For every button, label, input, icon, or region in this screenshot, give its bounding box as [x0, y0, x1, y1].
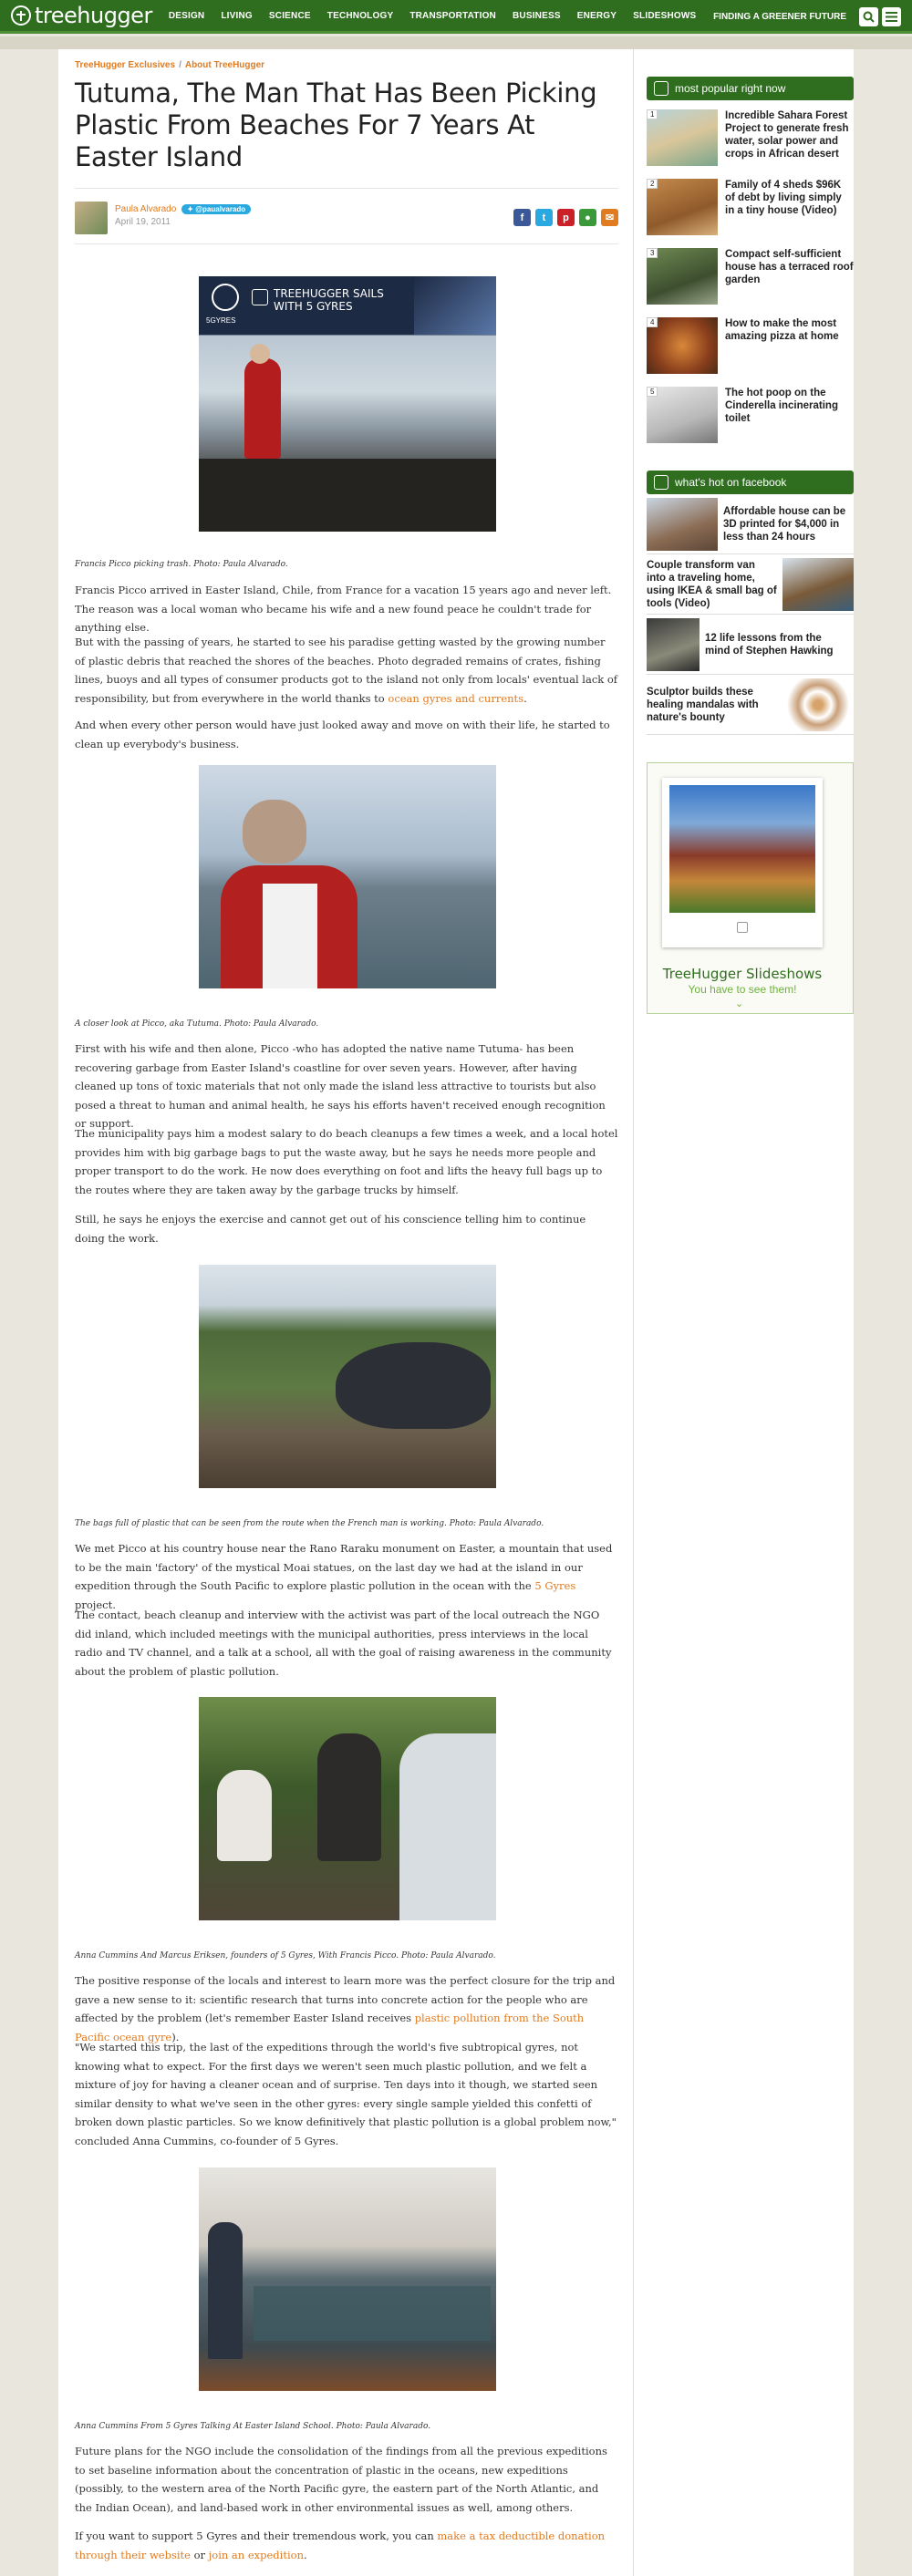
popular-thumb: 3 [647, 248, 718, 305]
breadcrumb-link-about[interactable]: About TreeHugger [184, 60, 265, 70]
nav-item-energy[interactable]: ENERGY [576, 10, 617, 21]
paragraph-10: "We started this trip, the last of the expeditions through the world's five subtropical gyres, not knowing what to expect. For the first days we weren't seen much plastic pollution, and we felt a mixture of joy for having a cleaner ocean and of surprise. Ten days into it though, we started seen similar density to what we've seen in the other gyres: every single sample yielded this confetti of broken down plastic particles. So we know definitively that plastic pollution is a global problem now," concluded Anna Cummins, co-founder of 5 Gyres. [75, 2041, 617, 2147]
facebook-item[interactable] [647, 675, 854, 735]
pinterest-share-button[interactable] [557, 209, 575, 226]
5gyres-banner [199, 276, 496, 335]
paragraph-6: Still, he says he enjoys the exercise and cannot get out of his conscience telling him to continue doing the work. [75, 1213, 586, 1245]
byline [75, 188, 618, 244]
nav-item-business[interactable]: BUSINESS [512, 10, 561, 21]
popular-thumb: 4 [647, 317, 718, 374]
article-title: Tutuma, The Man That Has Been Picking Plastic From Beaches For 7 Years At Easter Island [75, 78, 597, 172]
paragraph-7: We met Picco at his country house near the Rano Raraku monument on Easter, a mountain that used to be the main 'factory' of the mystical Moai statues, on the last day we had at the island in our expedition through the South Pacific to explore plastic pollution in the ocean with the 5 Gyres project. [75, 1542, 613, 1611]
nav-item-slideshows[interactable]: SLIDESHOWS [633, 10, 697, 21]
publish-date: April 19, 2011 [115, 217, 171, 227]
author-avatar[interactable] [75, 202, 108, 234]
banner-text [274, 287, 384, 313]
chat-icon: ● [585, 212, 591, 223]
nav-item-technology[interactable]: TECHNOLOGY [326, 10, 394, 21]
popular-title-3: Compact self-sufficient house has a terraced roof garden [725, 249, 854, 285]
slideshows-title: TreeHugger Slideshows [662, 966, 823, 982]
banner-line2: WITH 5 GYRES [274, 300, 353, 313]
twitter-icon: t [542, 212, 546, 223]
facebook-item[interactable] [647, 554, 854, 615]
email-icon: ✉ [605, 212, 615, 223]
paragraph-8: The contact, beach cleanup and interview with the activist was part of the local outreach the NGO did inland, which included meetings with the municipal authorities, press interviews in the local radio and TV channel, and a talk at a school, all with the goal of raising awareness in the community about the problem of plastic pollution. [75, 1609, 612, 1678]
paragraph-2: But with the passing of years, he started to see his paradise getting wasted by the growing number of plastic debris that reached the shores of the beaches. Photo degraded remains of crates, fishing lines, buoys and all types of consumer products got to the island not only from locals' eventual lack of responsibility, but from everywhere in the world thanks to ocean gyres and currents. [75, 636, 618, 705]
photo-school-talk [199, 2167, 496, 2391]
article [75, 49, 618, 2561]
caption-3: The bags full of plastic that can be seen from the route when the French man is working. Photo: Paula Alvarado. [75, 1519, 544, 1528]
slideshows-subtitle: You have to see them! [688, 983, 797, 996]
subnav-strip [0, 36, 912, 49]
facebook-thumb [647, 498, 718, 551]
popular-thumb: 2 [647, 179, 718, 235]
link-ocean-gyres[interactable]: ocean gyres and currents [388, 691, 524, 705]
chevron-down-icon: ⌄ [735, 998, 744, 1009]
popular-item[interactable] [647, 109, 854, 170]
facebook-title-2: Couple transform van into a traveling home, using IKEA & small bag of tools (Video) [647, 559, 777, 609]
hamburger-icon [886, 12, 897, 22]
message-share-button[interactable] [579, 209, 596, 226]
caption-2: A closer look at Picco, aka Tutuma. Photo: Paula Alvarado. [75, 1019, 319, 1029]
photo-picco-picking-trash [199, 276, 496, 532]
banner-org: 5GYRES [206, 316, 236, 325]
facebook-icon: f [520, 212, 524, 223]
facebook-thumb [647, 618, 700, 671]
caption-5: Anna Cummins From 5 Gyres Talking At Easter Island School. Photo: Paula Alvarado. [75, 2422, 431, 2431]
popular-thumb: 5 [647, 387, 718, 443]
popular-title-4: How to make the most amazing pizza at home [725, 318, 839, 342]
popular-title-2: Family of 4 sheds $96K of debt by living simply in a tiny house (Video) [725, 180, 842, 216]
sidebar [633, 49, 854, 2576]
nav-menu [169, 11, 713, 21]
search-button[interactable] [859, 7, 878, 26]
treehugger-icon [654, 81, 668, 96]
author-name[interactable]: Paula Alvarado [115, 204, 177, 214]
caption-4: Anna Cummins And Marcus Eriksen, founders of 5 Gyres, With Francis Picco. Photo: Paula Alvarado. [75, 1951, 496, 1960]
treehugger-icon [654, 475, 668, 490]
nav-item-science[interactable]: SCIENCE [268, 10, 311, 21]
link-plastic-pollution-gyre[interactable]: plastic pollution from the South Pacific ocean gyre [75, 2012, 585, 2043]
logo-text: treehugger [35, 3, 152, 28]
top-nav [0, 0, 912, 34]
facebook-share-button[interactable] [513, 209, 531, 226]
breadcrumb: TreeHugger Exclusives / About TreeHugger [75, 60, 265, 70]
popular-item[interactable] [647, 387, 854, 447]
nav-item-design[interactable]: DESIGN [168, 10, 205, 21]
twitter-follow-button[interactable]: ✦ @paualvarado [181, 204, 251, 214]
globe-icon [212, 284, 239, 311]
email-share-button[interactable] [601, 209, 618, 226]
menu-button[interactable] [882, 7, 901, 26]
treehugger-logo-icon [11, 5, 31, 26]
popular-title-5: The hot poop on the Cinderella incinerating toilet [725, 388, 838, 424]
site-logo[interactable] [11, 3, 152, 28]
slideshows-widget[interactable] [647, 762, 854, 1014]
caption-1: Francis Picco picking trash. Photo: Paula Alvarado. [75, 560, 288, 569]
popular-title-1: Incredible Sahara Forest Project to generate fresh water, solar power and crops in African desert [725, 110, 849, 160]
popular-thumb: 1 [647, 109, 718, 166]
search-icon [863, 11, 875, 23]
facebook-title-3: 12 life lessons from the mind of Stephen Hawking [705, 632, 834, 657]
popular-title: most popular right now [675, 82, 786, 95]
paragraph-5: The municipality pays him a modest salary to do beach cleanups a few times a week, and a local hotel provides him with big garbage bags to put the waste away, but he says he needs more people and proper transport to do the work. He now does everything on foot and lifts the heavy full bags up to the routes where they are taken away by the garbage trucks by himself. [75, 1127, 618, 1196]
page-wrapper [58, 49, 854, 2576]
nav-tagline: FINDING A GREENER FUTURE [713, 12, 846, 22]
facebook-title: what's hot on facebook [675, 476, 787, 489]
twitter-share-button[interactable] [535, 209, 553, 226]
paragraph-3: And when every other person would have just looked away and move on with their life, he started to clean up everybody's business. [75, 719, 610, 750]
facebook-thumb [782, 558, 854, 611]
facebook-item[interactable] [647, 615, 854, 675]
paragraph-11: Future plans for the NGO include the consolidation of the findings from all the previous expeditions to set baseline information about the concentration of plastic in the oceans, new expeditions (possibly, to the western area of the North Pacific gyre, the eastern part of the North Atlantic, and the Indian Ocean), and land-based work in other environmental issues as well, among others. [75, 2445, 607, 2514]
popular-item[interactable] [647, 317, 854, 378]
banner-line1: TREEHUGGER SAILS [274, 287, 384, 300]
pinterest-icon: p [563, 212, 569, 223]
photo-anna-marcus-picco [199, 1697, 496, 1920]
paragraph-4: First with his wife and then alone, Picco -who has adopted the native name Tutuma- has been recovering garbage from Easter Island's coastline for over seven years. However, after having cleaned up tons of toxic materials that not only made the island less attractive to tourists but also posed a threat to human and animal health, he says his efforts haven't received enough recognition or support. [75, 1042, 606, 1130]
paragraph-12: If you want to support 5 Gyres and their tremendous work, you can make a tax deductible donation through their website or join an expedition. [75, 2529, 606, 2561]
popular-header [647, 77, 854, 100]
treehugger-icon [737, 922, 748, 933]
share-buttons [509, 209, 618, 226]
treehugger-badge-icon [252, 289, 268, 305]
nav-item-transportation[interactable]: TRANSPORTATION [409, 10, 496, 21]
facebook-title-4: Sculptor builds these healing mandalas with nature's bounty [647, 686, 759, 723]
facebook-header [647, 471, 854, 494]
link-donation[interactable]: make a tax deductible donation through their website [75, 2529, 606, 2561]
popular-item[interactable] [647, 248, 854, 308]
link-5-gyres[interactable]: 5 Gyres [534, 1579, 576, 1592]
facebook-thumb [782, 678, 854, 731]
photo-picco-closeup [199, 765, 496, 988]
paragraph-9: The positive response of the locals and interest to learn more was the perfect closure for the trip and gave a new sense to it: scientific research that turns into concrete action for the people who are affected by the problem (let's remember Easter Island receives plastic pollution from the South Pacific ocean gyre). [75, 1974, 616, 2043]
facebook-item[interactable] [647, 494, 854, 554]
link-join-expedition[interactable]: join an expedition [208, 2548, 304, 2561]
paragraph-1: Francis Picco arrived in Easter Island, Chile, from France for a vacation 15 years ago and never left. The reason was a local woman who became his wife and a new found peace he couldn't trade for anything else. [75, 584, 612, 634]
twitter-handle: @paualvarado [195, 205, 246, 213]
facebook-title-1: Affordable house can be 3D printed for $4,000 in less than 24 hours [723, 505, 846, 543]
breadcrumb-link-exclusives[interactable]: TreeHugger Exclusives [75, 60, 176, 70]
nav-item-living[interactable]: LIVING [221, 10, 253, 21]
slideshow-thumb [662, 778, 823, 947]
popular-item[interactable] [647, 179, 854, 239]
photo-plastic-bags [199, 1265, 496, 1488]
